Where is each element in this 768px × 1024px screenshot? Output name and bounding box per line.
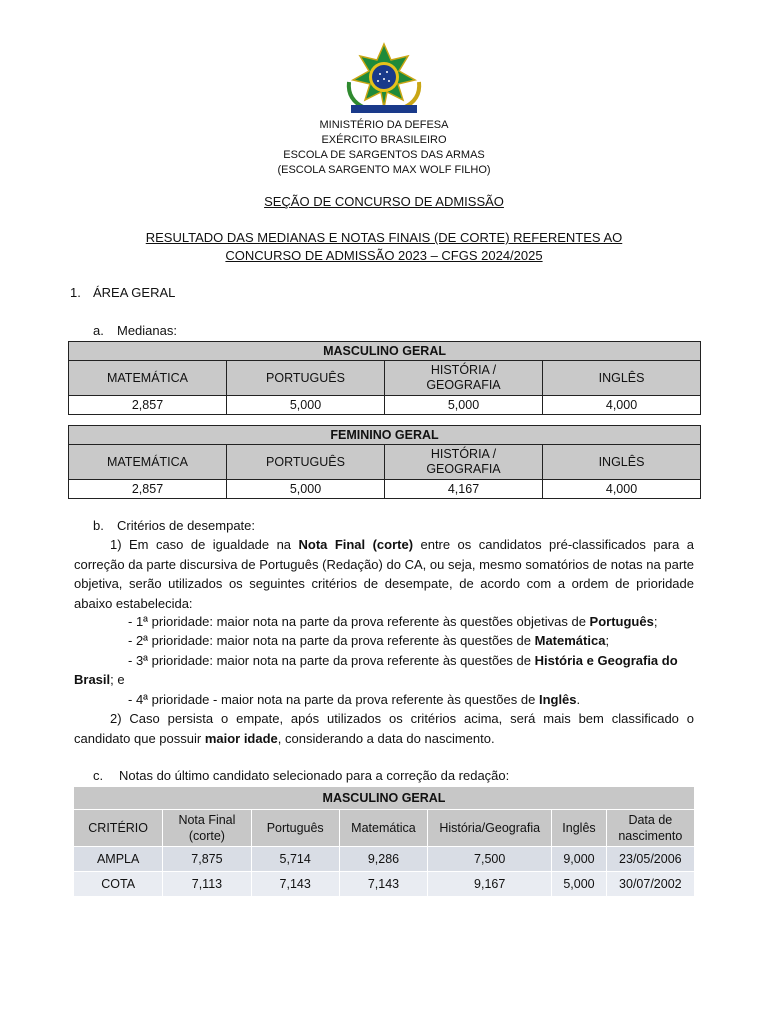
header-line-4: (ESCOLA SARGENTO MAX WOLF FILHO)	[277, 164, 491, 176]
header-historia-geografia: História/Geografia	[428, 810, 552, 847]
emblem-laurel-right	[403, 82, 419, 108]
medianas-title: Medianas:	[117, 323, 177, 338]
table-cell: 5,000	[227, 480, 385, 499]
table-cell: 7,875	[163, 847, 251, 872]
emblem-ribbon	[351, 105, 417, 113]
feminino-medianas-table	[68, 425, 701, 499]
table-cell: 7,143	[339, 872, 427, 897]
header-portugues: PORTUGUÊS	[227, 445, 385, 480]
coat-of-arms-emblem	[343, 42, 425, 116]
masculino-table-title: MASCULINO GERAL	[69, 342, 701, 361]
notas-title: Notas do último candidato selecionado para a correção da redação:	[119, 768, 510, 783]
header-criterio: CRITÉRIO	[74, 810, 163, 847]
criterios-paragraph-1: 1) Em caso de igualdade na Nota Final (corte) entre os candidatos pré-classificados para a correção da parte discursiva de Português (Redação) do CA, ou seja, mesmo somatórios de notas na parte objetiva, serão utilizados os seguintes critérios de desempate, de acordo com a ordem de prioridade abaixo estabelecida:	[74, 537, 694, 611]
document-title-line-2: CONCURSO DE ADMISSÃO 2023 – CFGS 2024/2025	[225, 248, 543, 263]
prioridade-1: - 1ª prioridade: maior nota na parte da prova referente às questões objetivas de Português;	[128, 614, 658, 629]
criterios-title: Critérios de desempate:	[117, 518, 256, 533]
header-historia-geografia: HISTÓRIA / GEOGRAFIA	[385, 361, 543, 396]
prioridade-2: - 2ª prioridade: maior nota na parte da prova referente às questões de Matemática;	[128, 633, 610, 648]
table-cell: 5,000	[385, 396, 543, 415]
header-matematica: MATEMÁTICA	[69, 445, 227, 480]
table-cell: 7,113	[163, 872, 251, 897]
header-nota-final: Nota Final (corte)	[163, 810, 251, 847]
table-cell: 4,000	[543, 396, 701, 415]
table-cell: COTA	[74, 872, 163, 897]
table-cell: 30/07/2002	[606, 872, 694, 897]
feminino-table-title: FEMININO GERAL	[69, 426, 701, 445]
header-portugues: PORTUGUÊS	[227, 361, 385, 396]
header-matematica: MATEMÁTICA	[69, 361, 227, 396]
table-cell: 4,000	[543, 480, 701, 499]
table-cell: 5,000	[552, 872, 606, 897]
table-cell: 2,857	[69, 480, 227, 499]
emblem-laurel-left	[349, 82, 365, 108]
area-label: ÁREA GERAL	[93, 285, 176, 300]
criterios-paragraph-2: 2) Caso persista o empate, após utilizados os critérios acima, será mais bem classificado o candidato que possuir maior idade, considerando a data do nascimento.	[74, 711, 694, 746]
notas-label: c.	[93, 768, 104, 783]
table-cell: 9,167	[428, 872, 552, 897]
table-cell: 5,714	[251, 847, 339, 872]
header-matematica: Matemática	[339, 810, 427, 847]
table-row	[74, 872, 695, 897]
header-ingles: INGLÊS	[543, 361, 701, 396]
header-line-2: EXÉRCITO BRASILEIRO	[321, 134, 447, 146]
table-cell: 9,000	[552, 847, 606, 872]
medianas-label: a.	[93, 323, 104, 338]
table-cell: AMPLA	[74, 847, 163, 872]
prioridade-4: - 4ª prioridade - maior nota na parte da prova referente às questões de Inglês.	[128, 692, 581, 707]
table-cell: 4,167	[385, 480, 543, 499]
table-cell: 5,000	[227, 396, 385, 415]
table-cell: 7,500	[428, 847, 552, 872]
header-ingles: Inglês	[552, 810, 606, 847]
prioridade-3-continuation: Brasil; e	[74, 672, 125, 687]
section-title: SEÇÃO DE CONCURSO DE ADMISSÃO	[264, 194, 504, 209]
table-cell: 2,857	[69, 396, 227, 415]
masculino-medianas-table	[68, 341, 701, 415]
table-cell: 23/05/2006	[606, 847, 694, 872]
notas-table-title: MASCULINO GERAL	[74, 787, 695, 810]
prioridade-3: - 3ª prioridade: maior nota na parte da prova referente às questões de História e Geografia do	[128, 653, 678, 668]
table-cell: 7,143	[251, 872, 339, 897]
table-row	[74, 847, 695, 872]
header-ingles: INGLÊS	[543, 445, 701, 480]
criterios-label: b.	[93, 518, 104, 533]
header-portugues: Português	[251, 810, 339, 847]
header-line-1: MINISTÉRIO DA DEFESA	[319, 119, 449, 131]
emblem-globe	[372, 65, 396, 89]
notas-table	[73, 786, 695, 897]
table-cell: 9,286	[339, 847, 427, 872]
header-data-nascimento: Data de nascimento	[606, 810, 694, 847]
header-historia-geografia: HISTÓRIA / GEOGRAFIA	[385, 445, 543, 480]
area-number: 1.	[70, 285, 81, 300]
document-title-line-1: RESULTADO DAS MEDIANAS E NOTAS FINAIS (DE CORTE) REFERENTES AO	[145, 230, 623, 245]
header-line-3: ESCOLA DE SARGENTOS DAS ARMAS	[283, 149, 485, 161]
